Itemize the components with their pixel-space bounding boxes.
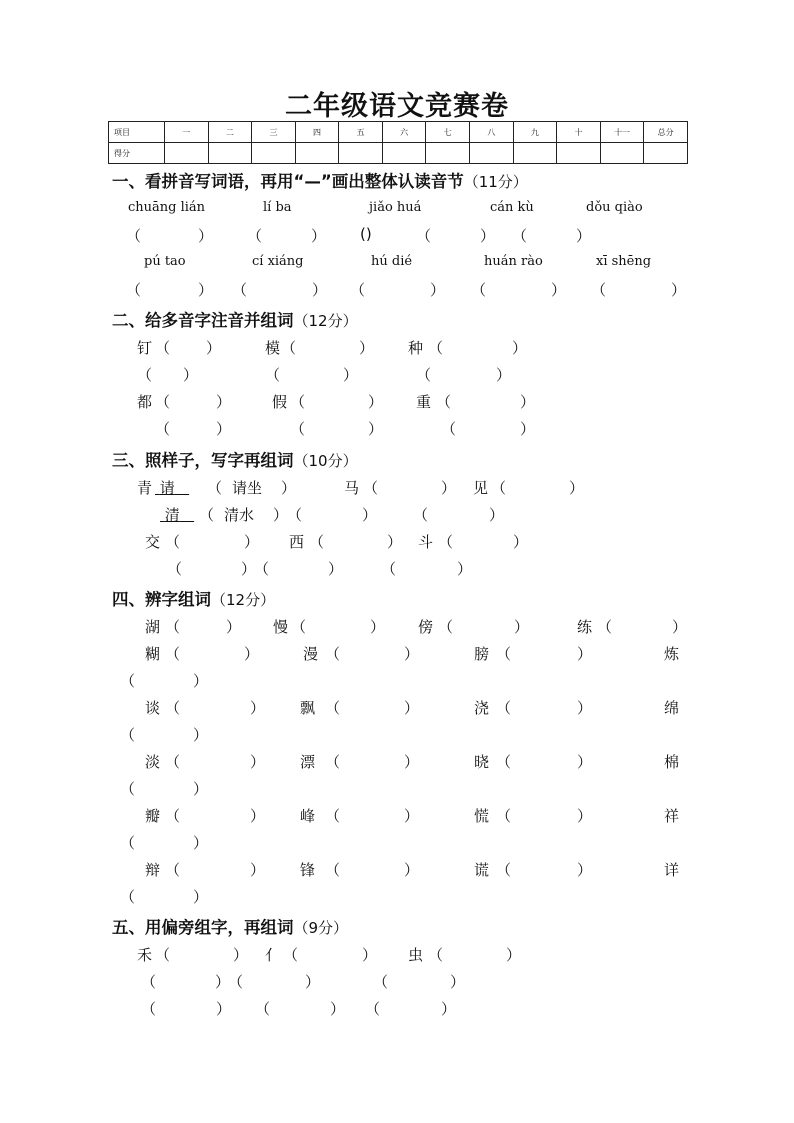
paren-open: （ xyxy=(290,420,306,438)
paren-open: （ xyxy=(120,834,136,852)
pinyin-item: jiǎo huá xyxy=(369,200,422,215)
paren-open: （ xyxy=(165,861,181,879)
paren-close: ） xyxy=(404,699,420,717)
score-header-row xyxy=(109,122,688,143)
radical-item: 禾 xyxy=(137,946,153,964)
paren-open: （ xyxy=(165,618,181,636)
example-group-word: 清水 xyxy=(224,506,255,524)
section-5-points: （9分） xyxy=(293,919,349,937)
answer-blank[interactable]: （ ） xyxy=(591,281,692,299)
paren-close: ） xyxy=(244,645,260,663)
score-cell[interactable] xyxy=(426,143,470,164)
char-item: 峰 xyxy=(300,807,316,825)
char-item: 都 xyxy=(137,393,153,411)
paren-close: ） xyxy=(193,834,209,852)
paren-open: （ xyxy=(207,479,223,497)
paren-open: （ xyxy=(496,645,512,663)
paren-open: （ xyxy=(155,339,171,357)
char-item: 假 xyxy=(272,393,288,411)
paren-close: ） xyxy=(404,753,420,771)
char-item: 详 xyxy=(664,861,680,879)
paren-close: ） xyxy=(368,420,384,438)
score-cell[interactable] xyxy=(644,143,688,164)
paren-open: （ xyxy=(309,533,325,551)
paren-close: ） xyxy=(233,946,249,964)
paren-close: ） xyxy=(506,946,522,964)
paren-open: （ xyxy=(165,699,181,717)
score-cell[interactable] xyxy=(252,143,296,164)
pinyin-item: pú tao xyxy=(144,254,186,269)
char-item: 糊 xyxy=(145,645,161,663)
score-cell[interactable] xyxy=(165,143,209,164)
paren-open: （ xyxy=(287,506,303,524)
paren-open: （ xyxy=(496,861,512,879)
paren-close: ） xyxy=(577,699,593,717)
table-header-cell: 五 xyxy=(339,122,383,143)
paren-open: （ xyxy=(496,807,512,825)
char-item: 钉 xyxy=(137,339,153,357)
paren-open: （ xyxy=(254,560,270,578)
score-cell[interactable] xyxy=(600,143,644,164)
char-item: 重 xyxy=(416,393,432,411)
paren-open: （ xyxy=(325,753,341,771)
answer-blank[interactable]: （ ） xyxy=(350,281,451,299)
char-item: 见 xyxy=(473,479,489,497)
pinyin-item: chuāng lián xyxy=(128,200,206,215)
answer-blank[interactable]: （ ） xyxy=(232,281,333,299)
paren-open: （ xyxy=(265,366,281,384)
paren-close: ） xyxy=(193,780,209,798)
paren-close: ） xyxy=(441,479,457,497)
char-item: 练 xyxy=(577,618,593,636)
score-table xyxy=(108,121,688,164)
paren-close: ） xyxy=(457,560,473,578)
paren-close: ） xyxy=(577,861,593,879)
table-header-cell: 九 xyxy=(513,122,557,143)
paren-open: （ xyxy=(496,753,512,771)
paren-close: ） xyxy=(441,1000,457,1018)
paren-open: （ xyxy=(290,393,306,411)
paren-open: （ xyxy=(436,393,452,411)
paren-open: （ xyxy=(165,807,181,825)
paren-open: （ xyxy=(438,618,454,636)
paren-open: （ xyxy=(413,506,429,524)
example-group-word: 请坐 xyxy=(232,479,263,497)
answer-blank[interactable]: （ ） xyxy=(126,281,217,299)
paren-open: （ xyxy=(141,973,157,991)
char-item: 谈 xyxy=(145,699,161,717)
table-header-cell: 六 xyxy=(382,122,426,143)
char-item: 飘 xyxy=(300,699,316,717)
paren-open: （ xyxy=(281,339,297,357)
paren-close: ） xyxy=(569,479,585,497)
paren-open: （ xyxy=(141,1000,157,1018)
answer-blank[interactable]: () xyxy=(360,225,372,243)
pinyin-item: xī shēng xyxy=(596,254,652,269)
char-item: 慢 xyxy=(273,618,289,636)
paren-close: ） xyxy=(577,807,593,825)
paren-open: （ xyxy=(428,339,444,357)
paren-close: ） xyxy=(193,672,209,690)
section-4-heading: 四、辨字组词（12分） xyxy=(112,590,276,609)
paren-close: ） xyxy=(387,533,403,551)
paren-open: （ xyxy=(491,479,507,497)
paren-close: ） xyxy=(193,888,209,906)
paren-close: ） xyxy=(215,973,231,991)
answer-blank[interactable]: （ ） xyxy=(126,227,217,245)
char-item: 晓 xyxy=(474,753,490,771)
paren-close: ） xyxy=(450,973,466,991)
char-item: 瓣 xyxy=(145,807,161,825)
paren-open: （ xyxy=(438,533,454,551)
paren-close: ） xyxy=(370,618,386,636)
section-5-heading: 五、用偏旁组字，再组词（9分） xyxy=(112,918,349,937)
paren-open: （ xyxy=(120,888,136,906)
section-1-heading: 一、看拼音写词语，再用“—”画出整体认读音节（11分） xyxy=(112,172,528,191)
table-header-cell: 项目 xyxy=(109,122,165,143)
score-cell[interactable] xyxy=(557,143,601,164)
paren-close: ） xyxy=(362,946,378,964)
table-header-cell: 一 xyxy=(165,122,209,143)
answer-blank[interactable]: （ ） xyxy=(247,227,328,245)
char-item: 浇 xyxy=(474,699,490,717)
pinyin-item: lí ba xyxy=(263,200,292,215)
paren-close: ） xyxy=(250,753,266,771)
paren-close: ） xyxy=(328,560,344,578)
paren-close: ） xyxy=(368,393,384,411)
score-value-row xyxy=(109,143,688,164)
paren-open: （ xyxy=(373,973,389,991)
section-2-heading: 二、给多音字注音并组词（12分） xyxy=(112,311,358,330)
paren-close: ） xyxy=(496,366,512,384)
char-item: 辩 xyxy=(145,861,161,879)
answer-blank[interactable]: （ ） xyxy=(416,227,497,245)
paren-open: （ xyxy=(597,618,613,636)
table-header-cell: 三 xyxy=(252,122,296,143)
paren-close: ） xyxy=(183,366,199,384)
paren-open: （ xyxy=(441,420,457,438)
char-item: 漂 xyxy=(300,753,316,771)
section-1-points: （11分） xyxy=(463,173,528,191)
paren-close: ） xyxy=(206,339,222,357)
section-3-heading: 三、照样子，写字再组词（10分） xyxy=(112,451,358,470)
paren-close: ） xyxy=(520,393,536,411)
paren-open: （ xyxy=(155,946,171,964)
score-cell[interactable] xyxy=(208,143,252,164)
paren-open: （ xyxy=(416,366,432,384)
section-3-points: （10分） xyxy=(293,452,358,470)
row-label: 得分 xyxy=(109,143,165,164)
paren-close: ） xyxy=(489,506,505,524)
score-cell[interactable] xyxy=(470,143,514,164)
paren-close: ） xyxy=(250,699,266,717)
paren-open: （ xyxy=(120,780,136,798)
paren-close: ） xyxy=(193,726,209,744)
char-item: 西 xyxy=(289,533,305,551)
page-title: 二年级语文竞赛卷 xyxy=(285,91,509,122)
char-item: 湖 xyxy=(145,618,161,636)
score-cell[interactable] xyxy=(382,143,426,164)
paren-open: （ xyxy=(199,506,215,524)
paren-close: ） xyxy=(330,1000,346,1018)
paren-close: ） xyxy=(216,393,232,411)
char-item: 交 xyxy=(145,533,161,551)
paren-open: （ xyxy=(365,1000,381,1018)
paren-open: （ xyxy=(165,645,181,663)
paren-close: ） xyxy=(359,339,375,357)
pinyin-item: huán rào xyxy=(484,254,543,269)
paren-open: （ xyxy=(325,645,341,663)
paren-close: ） xyxy=(273,506,289,524)
char-item: 锋 xyxy=(300,861,316,879)
char-item: 炼 xyxy=(664,645,680,663)
section-2-points: （12分） xyxy=(293,312,358,330)
paren-close: ） xyxy=(226,618,242,636)
paren-close: ） xyxy=(513,533,529,551)
table-header-cell: 总分 xyxy=(644,122,688,143)
char-item: 斗 xyxy=(418,533,434,551)
section-4-points: （12分） xyxy=(211,591,276,609)
table-header-cell: 十一 xyxy=(600,122,644,143)
paren-open: （ xyxy=(428,946,444,964)
paren-open: （ xyxy=(120,726,136,744)
table-header-cell: 四 xyxy=(295,122,339,143)
example-answer-char: 清 xyxy=(164,506,180,524)
char-item: 膀 xyxy=(474,645,490,663)
paren-open: （ xyxy=(165,533,181,551)
paren-close: ） xyxy=(343,366,359,384)
paren-close: ） xyxy=(241,560,257,578)
paren-close: ） xyxy=(305,973,321,991)
char-item: 慌 xyxy=(474,807,490,825)
paren-open: （ xyxy=(325,861,341,879)
answer-blank[interactable]: （ ） xyxy=(471,281,572,299)
score-cell[interactable] xyxy=(339,143,383,164)
paren-open: （ xyxy=(137,366,153,384)
paren-open: （ xyxy=(120,672,136,690)
pinyin-item: dǒu qiào xyxy=(586,200,643,215)
paren-open: （ xyxy=(155,420,171,438)
char-item: 傍 xyxy=(418,618,434,636)
paren-open: （ xyxy=(325,699,341,717)
paren-open: （ xyxy=(381,560,397,578)
paren-open: （ xyxy=(363,479,379,497)
paren-close: ） xyxy=(512,339,528,357)
score-cell[interactable] xyxy=(513,143,557,164)
char-item: 谎 xyxy=(474,861,490,879)
example-answer-char: 请 xyxy=(159,479,175,497)
table-header-cell: 二 xyxy=(208,122,252,143)
example-char: 青 xyxy=(137,479,153,497)
paren-open: （ xyxy=(155,393,171,411)
char-item: 祥 xyxy=(664,807,680,825)
char-item: 马 xyxy=(344,479,360,497)
paren-close: ） xyxy=(514,618,530,636)
paren-close: ） xyxy=(216,420,232,438)
answer-blank[interactable]: （ ） xyxy=(512,227,593,245)
pinyin-item: hú dié xyxy=(371,254,413,269)
paren-close: ） xyxy=(216,1000,232,1018)
radical-item: 虫 xyxy=(408,946,424,964)
paren-open: （ xyxy=(228,973,244,991)
char-item: 模 xyxy=(265,339,281,357)
paren-close: ） xyxy=(404,861,420,879)
char-item: 淡 xyxy=(145,753,161,771)
paren-close: ） xyxy=(577,645,593,663)
paren-close: ） xyxy=(404,645,420,663)
paren-open: （ xyxy=(496,699,512,717)
paren-close: ） xyxy=(250,861,266,879)
paren-close: ） xyxy=(250,807,266,825)
pinyin-item: cán kù xyxy=(490,200,534,215)
paren-open: （ xyxy=(291,618,307,636)
paren-close: ） xyxy=(362,506,378,524)
paren-open: （ xyxy=(325,807,341,825)
paren-close: ） xyxy=(281,479,297,497)
paren-close: ） xyxy=(520,420,536,438)
char-item: 种 xyxy=(408,339,424,357)
pinyin-item: cí xiáng xyxy=(252,254,304,269)
char-item: 绵 xyxy=(664,699,680,717)
paren-close: ） xyxy=(404,807,420,825)
table-header-cell: 十 xyxy=(557,122,601,143)
score-cell[interactable] xyxy=(295,143,339,164)
paren-close: ） xyxy=(244,533,260,551)
table-header-cell: 七 xyxy=(426,122,470,143)
paren-open: （ xyxy=(255,1000,271,1018)
radical-item: 亻 xyxy=(265,946,281,964)
table-header-cell: 八 xyxy=(470,122,514,143)
paren-open: （ xyxy=(283,946,299,964)
paren-open: （ xyxy=(167,560,183,578)
paren-open: （ xyxy=(165,753,181,771)
paren-close: ） xyxy=(577,753,593,771)
char-item: 棉 xyxy=(664,753,680,771)
char-item: 漫 xyxy=(303,645,319,663)
paren-close: ） xyxy=(672,618,688,636)
